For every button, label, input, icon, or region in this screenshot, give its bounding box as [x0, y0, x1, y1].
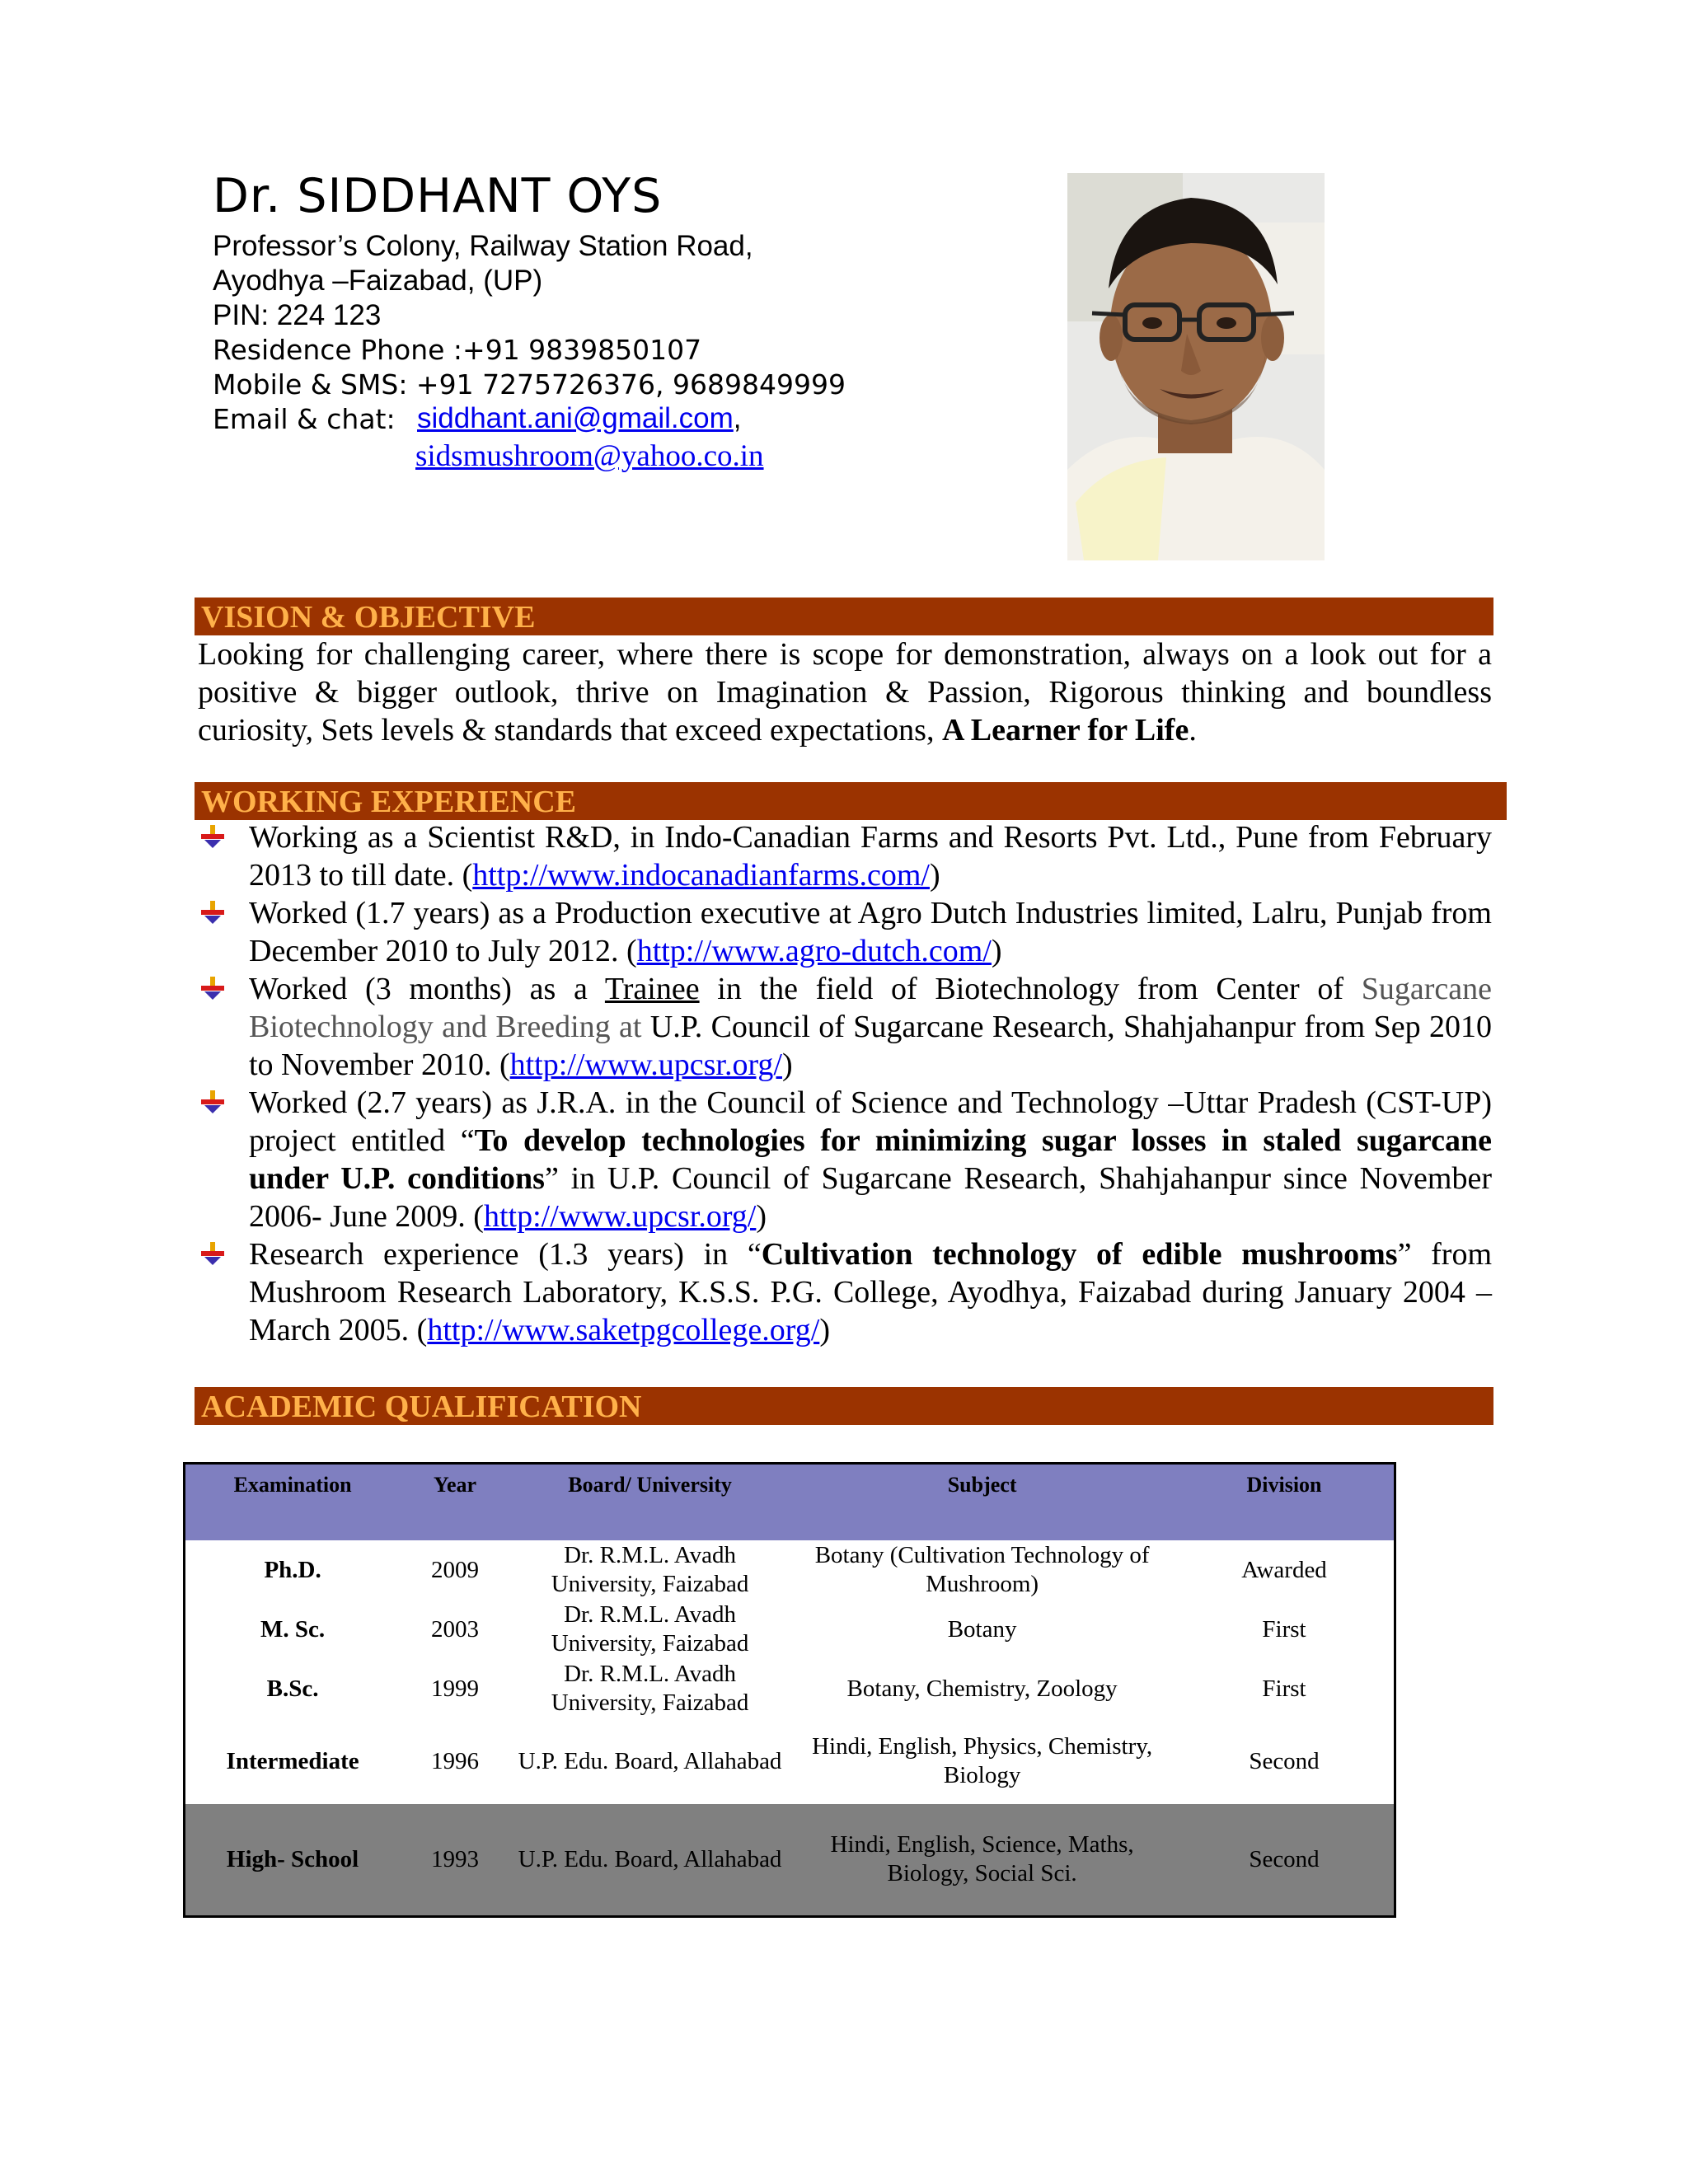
table-row: Intermediate 1996 U.P. Edu. Board, Allahabad Hindi, English, Physics, Chemistry, Biology Second [226, 1733, 1320, 1788]
experience-link[interactable]: http://www.agro-dutch.com/ [636, 934, 992, 968]
section-heading-academic: ACADEMIC QUALIFICATION [195, 1387, 1493, 1425]
residence-phone: Residence Phone :+91 9839850107 [213, 334, 702, 366]
experience-item: Worked (3 months) as a Trainee in the field of Biotechnology from Center of Sugarcane Biotechnology and Breeding at U.P. Council of Sugarcane Research, Shahjahanpur from Sep 2010 to November 2010. (http://www.upcsr.org/) [198, 970, 1492, 1084]
section-heading-vision: VISION & OBJECTIVE [195, 598, 1493, 635]
vision-bold-text: A Learner for Life [941, 713, 1189, 748]
column-header: Subject [790, 1464, 1175, 1541]
experience-list [198, 818, 1492, 1349]
column-header: Examination [185, 1464, 401, 1541]
experience-item: Research experience (1.3 years) in “Cultivation technology of edible mushrooms” from Mushroom Research Laboratory, K.S.S. P.G. College, Ayodhya, Faizabad during January 2004 – March 2005. (http://www.saketpgcollege.org/) [198, 1235, 1492, 1349]
pin-code: PIN: 224 123 [213, 299, 382, 331]
mobile-number: Mobile & SMS: +91 7275726376, 9689849999 [213, 368, 846, 401]
email-primary-row [417, 402, 742, 435]
arrow-bullet-icon [199, 975, 226, 1001]
column-header: Division [1175, 1464, 1395, 1541]
arrow-bullet-icon [199, 1089, 226, 1115]
experience-link[interactable]: http://www.upcsr.org/ [509, 1047, 782, 1082]
table-header-row [185, 1464, 1395, 1541]
vision-text: Looking for challenging career, where there is scope for demonstration, always on a look out for a positive & bigger outlook, thrive on Imagination & Passion, Rigorous thinking and boundless curiosity, Sets levels & standards that exceed expectations, [198, 637, 1492, 748]
email-secondary-link[interactable]: sidsmushroom@yahoo.co.in [415, 439, 764, 473]
table-row: M. Sc. 2003 Dr. R.M.L. Avadh University, Faizabad Botany First [260, 1601, 1306, 1657]
experience-link[interactable]: http://www.indocanadianfarms.com/ [472, 858, 930, 893]
arrow-bullet-icon [199, 1240, 226, 1267]
address-line-2: Ayodhya –Faizabad, (UP) [213, 265, 543, 297]
experience-link[interactable]: http://www.saketpgcollege.org/ [427, 1313, 820, 1347]
section-heading-experience: WORKING EXPERIENCE [195, 782, 1507, 820]
candidate-name: Dr. SIDDHANT OYS [213, 169, 663, 223]
experience-link[interactable]: http://www.upcsr.org/ [483, 1199, 757, 1234]
experience-item: Worked (1.7 years) as a Production executive at Agro Dutch Industries limited, Lalru, Punjab from December 2010 to July 2012. (http://www.agro-dutch.com/) [198, 894, 1492, 970]
arrow-bullet-icon [199, 823, 226, 850]
arrow-bullet-icon [199, 899, 226, 926]
column-header: Board/ University [510, 1464, 790, 1541]
experience-item: Worked (2.7 years) as J.R.A. in the Council of Science and Technology –Uttar Pradesh (CST-UP) project entitled “To develop technologies for minimizing sugar losses in staled sugarcane under U.P. conditions” in U.P. Council of Sugarcane Research, Shahjahanpur since November 2006- June 2009. (http://www.upcsr.org/) [198, 1084, 1492, 1235]
profile-photo [1067, 173, 1325, 560]
email-label: Email & chat: [213, 403, 396, 435]
experience-item: Working as a Scientist R&D, in Indo-Canadian Farms and Resorts Pvt. Ltd., Pune from February 2013 to till date. (http://www.indocanadianfarms.com/) [198, 818, 1492, 894]
table-row: Ph.D. 2009 Dr. R.M.L. Avadh University, Faizabad Botany (Cultivation Technology of Mushroom) Awarded [264, 1542, 1327, 1597]
email-secondary-row [415, 438, 764, 474]
address-line-1: Professor’s Colony, Railway Station Road, [213, 230, 753, 262]
vision-text-end: . [1189, 713, 1197, 748]
table-row: B.Sc. 1999 Dr. R.M.L. Avadh University, Faizabad Botany, Chemistry, Zoology First [266, 1661, 1306, 1716]
email-primary-link[interactable]: siddhant.ani@gmail.com [417, 402, 734, 434]
vision-paragraph [198, 635, 1492, 749]
column-header: Year [400, 1464, 510, 1541]
email-separator: , [733, 402, 742, 434]
academic-table [183, 1462, 1396, 1918]
table-row: High- School 1993 U.P. Edu. Board, Allahabad Hindi, English, Science, Maths, Biology, Social Sci. Second [185, 1804, 1395, 1916]
